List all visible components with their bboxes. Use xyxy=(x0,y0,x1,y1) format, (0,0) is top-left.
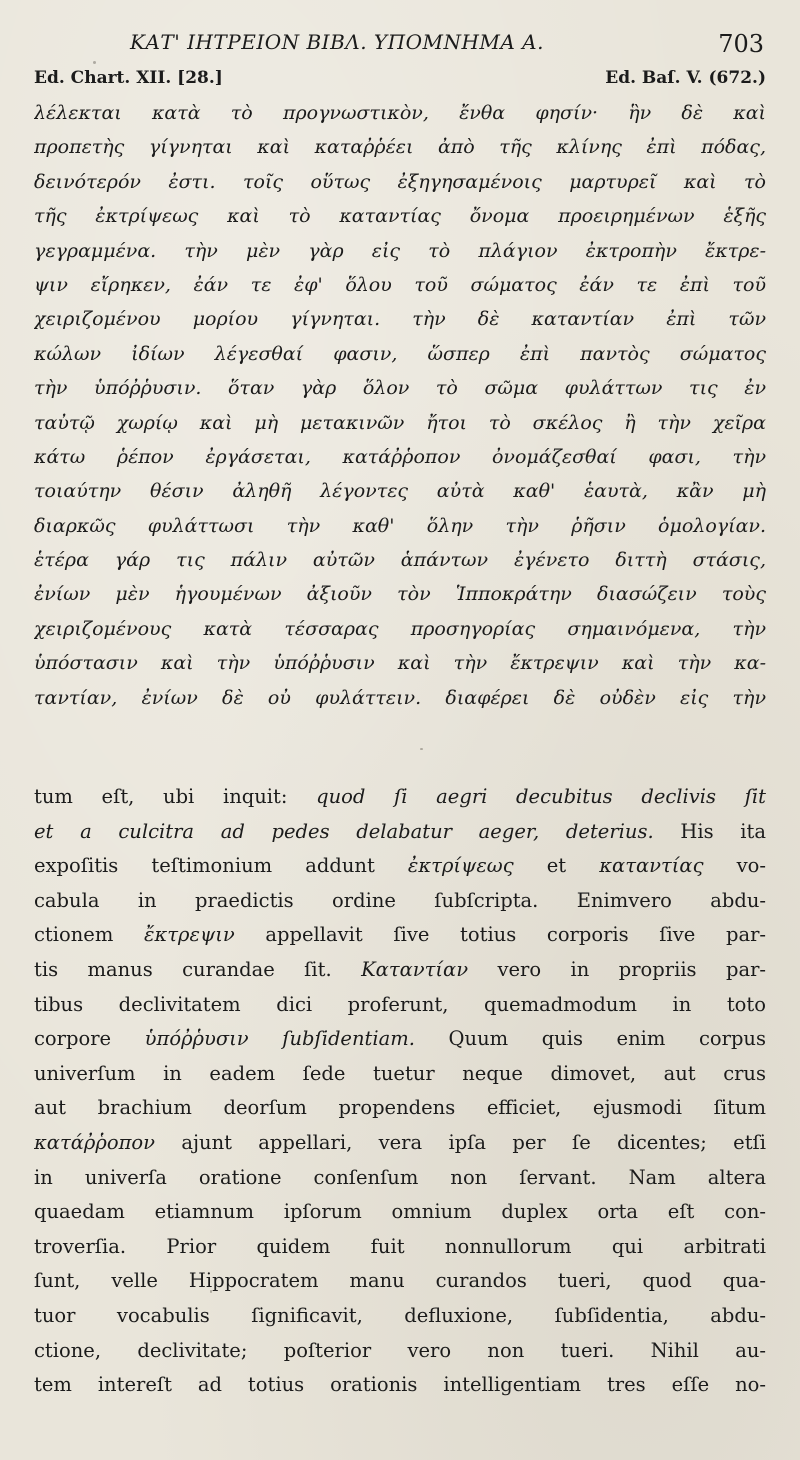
italic-text-segment: ἐκτρίψεως xyxy=(407,854,514,878)
latin-text-line xyxy=(34,918,766,953)
italic-text-segment: Καταντίαν xyxy=(361,957,469,981)
edition-reference-left: Ed. Chart. XII. [28.] xyxy=(34,68,223,88)
latin-text-line xyxy=(34,1022,766,1057)
paper-speck xyxy=(210,1290,212,1293)
latin-text-line xyxy=(34,1195,766,1230)
greek-text-line: ταὐτῷ χωρίῳ καὶ μὴ μετακινῶν ἤτοι τὸ σκέλος ἢ τὴν χεῖρα xyxy=(34,411,766,434)
greek-text-line: τῆς ἐκτρίψεως καὶ τὸ καταντίας ὄνομα προειρημένων ἑξῆς xyxy=(34,205,766,228)
text-segment: corpore xyxy=(34,1027,145,1051)
greek-text-line: τοιαύτην θέσιν ἀληθῆ λέγοντες αὐτὰ καθ' ἑαυτὰ, κἂν μὴ xyxy=(34,480,766,503)
latin-text-line xyxy=(34,1368,766,1403)
edition-reference-right: Ed. Baſ. V. (672.) xyxy=(605,68,766,88)
greek-text-line: τὴν ὑπόῤῥυσιν. ὅταν γὰρ ὅλον τὸ σῶμα φυλάττων τις ἐν xyxy=(34,377,766,400)
latin-text-line xyxy=(34,1161,766,1196)
text-segment: ſunt, velle Hippocratem manu curandos tueri, quod qua- xyxy=(34,1269,766,1293)
latin-text-line xyxy=(34,1230,766,1265)
text-segment: et xyxy=(513,854,600,878)
greek-text-line: δεινότερόν ἐστι. τοῖς οὕτως ἐξηγησαμένοις μαρτυρεῖ καὶ τὸ xyxy=(34,170,766,193)
text-segment: expoſitis teſtimonium addunt xyxy=(34,854,408,878)
latin-text-line xyxy=(34,1264,766,1299)
italic-text-segment: κατάῤῥοπον xyxy=(34,1130,155,1154)
text-segment: tis manus curandae ſit. xyxy=(34,957,362,981)
text-segment: tum eſt, ubi inquit: xyxy=(34,785,317,808)
text-segment: troverſia. Prior quidem fuit nonnullorum qui arbitrati xyxy=(34,1234,766,1258)
italic-text-segment: ὑπόῤῥυσιν ſubſidentiam. xyxy=(144,1027,415,1051)
text-segment: quaedam etiamnum ipſorum omnium duplex orta eſt con- xyxy=(34,1200,766,1224)
greek-text-line: λέλεκται κατὰ τὸ προγνωστικὸν, ἔνθα φησίν· ἣν δὲ καὶ xyxy=(34,102,766,124)
greek-text-line: ἐνίων μὲν ἡγουμένων ἀξιοῦν τὸν Ἱπποκράτην διασώζειν τοὺς xyxy=(34,583,766,606)
italic-text-segment: quod ſi aegri decubitus declivis ſit xyxy=(316,785,766,808)
text-segment: appellavit ſive totius corporis ſive par- xyxy=(234,923,766,947)
greek-text-line: ὑπόστασιν καὶ τὴν ὑπόῤῥυσιν καὶ τὴν ἔκτρεψιν καὶ τὴν κα- xyxy=(34,652,766,675)
greek-text-line: ταντίαν, ἐνίων δὲ οὐ φυλάττειν. διαφέρει δὲ οὐδὲν εἰς τὴν xyxy=(34,686,766,709)
latin-text-line xyxy=(34,1126,766,1161)
latin-text-line xyxy=(34,988,766,1023)
italic-text-segment: ἔκτρεψιν xyxy=(143,923,235,947)
greek-text-line: διαρκῶς φυλάττωσι τὴν καθ' ὅλην τὴν ῥῆσιν ὁμολογίαν. xyxy=(34,514,766,537)
paper-speck xyxy=(612,212,614,214)
text-segment: univerſum in eadem ſede tuetur neque dimovet, aut crus xyxy=(34,1061,766,1085)
greek-text-line: ψιν εἴρηκεν, ἐάν τε ἐφ' ὅλου τοῦ σώματος ἐάν τε ἐπὶ τοῦ xyxy=(34,273,766,296)
latin-text-line xyxy=(34,953,766,988)
latin-text-line xyxy=(34,884,766,919)
latin-text-line xyxy=(34,1334,766,1369)
text-segment: His ita xyxy=(653,819,766,843)
paper-speck xyxy=(420,748,423,750)
latin-translation-block xyxy=(34,780,766,1403)
greek-text-line: χειριζομένους κατὰ τέσσαρας προσηγορίας σημαινόμενα, τὴν xyxy=(34,617,766,640)
latin-text-line xyxy=(34,780,766,815)
text-segment: cabula in praedictis ordine ſubſcripta. Enimvero abdu- xyxy=(34,888,766,912)
greek-text-line: προπετὴς γίγνηται καὶ καταῤῥέει ἀπὸ τῆς κλίνης ἐπὶ πόδας, xyxy=(34,136,766,159)
greek-text-line: χειριζομένου μορίου γίγνηται. τὴν δὲ καταντίαν ἐπὶ τῶν xyxy=(34,308,766,331)
latin-text-line xyxy=(34,1057,766,1092)
text-segment: ctionem xyxy=(34,923,144,947)
text-segment: tibus declivitatem dici proferunt, quemadmodum in toto xyxy=(34,992,766,1016)
latin-text-line xyxy=(34,815,766,850)
latin-text-line xyxy=(34,1091,766,1126)
italic-text-segment: et a culcitra ad pedes delabatur aeger, deterius. xyxy=(34,819,654,843)
greek-text-line: γεγραμμένα. τὴν μὲν γὰρ εἰς τὸ πλάγιον ἐκτροπὴν ἔκτρε- xyxy=(34,239,766,262)
page-number: 703 xyxy=(718,30,764,58)
paper-speck xyxy=(93,61,96,64)
greek-text-line: κάτω ῥέπον ἐργάσεται, κατάῤῥοπον ὀνομάζεσθαί φασι, τὴν xyxy=(34,445,766,468)
text-segment: in univerſa oratione conſenſum non ſervant. Nam altera xyxy=(34,1165,766,1189)
text-segment: tem intereſt ad totius orationis intelligentiam tres eſſe no- xyxy=(34,1373,766,1397)
text-segment: vo- xyxy=(703,854,766,878)
greek-text-line: κώλων ἰδίων λέγεσθαί φασιν, ὥσπερ ἐπὶ παντὸς σώματος xyxy=(34,342,766,365)
text-segment: aut brachium deorſum propendens efficiet, ejusmodi ſitum xyxy=(34,1096,766,1120)
text-segment: Quum quis enim corpus xyxy=(414,1027,766,1051)
italic-text-segment: καταντίας xyxy=(599,854,704,878)
running-title: ΚΑΤ' ΙΗΤΡΕΙΟΝ ΒΙΒΛ. ΥΠΟΜΝΗΜΑ Α. xyxy=(130,30,544,54)
text-segment: vero in propriis par- xyxy=(468,957,766,981)
latin-text-line xyxy=(34,849,766,884)
greek-text-line: ἑτέρα γάρ τις πάλιν αὐτῶν ἁπάντων ἐγένετο διττὴ στάσις, xyxy=(34,549,766,572)
latin-text-line xyxy=(34,1299,766,1334)
text-segment: ajunt appellari, vera ipſa per ſe dicentes; etſi xyxy=(155,1130,766,1154)
text-segment: tuor vocabulis ſignificavit, defluxione, ſubſidentia, abdu- xyxy=(34,1303,766,1327)
text-segment: ctione, declivitate; poſterior vero non tueri. Nihil au- xyxy=(34,1338,766,1362)
greek-text-block xyxy=(34,96,766,715)
